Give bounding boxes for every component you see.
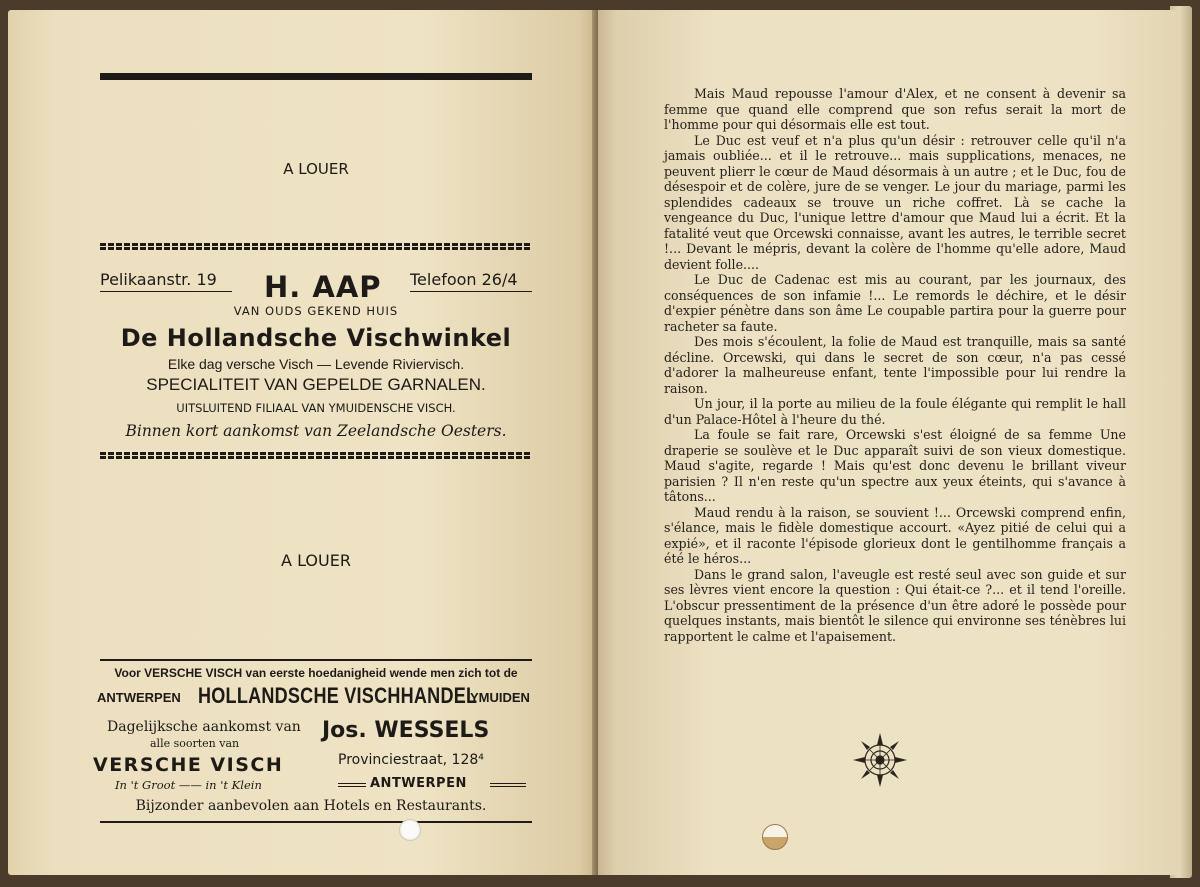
aap-address: Pelikaanstr. 19: [100, 270, 217, 289]
dotted-rule-top: [100, 243, 532, 250]
city-left: ANTWERPEN: [97, 690, 181, 705]
paragraph: La foule se fait rare, Orcewski s'est éloigné de sa femme Une draperie se soulève et le Duc apparaît suivi de son vieux domestique. Maud s'agite, regarde ! Mais qu'est donc devenu le brillant viveur parisien ? Il n'en reste qu'un spectre aux yeux éteints, qui s'avance à tâtons...: [664, 427, 1126, 504]
paragraph: Le Duc est veuf et n'a plus qu'un désir : retrouver celle qu'il n'a jamais oubliée... et il le retrouve... mais supplications, menaces, ne peuvent plierr le cœur de Maud désormais à un autre ; et le Duc, fou de désespoir et de colère, jure de se venger. Le jour du mariage, parmi les splendides cadeaux se trouve un riche coffret. Là se cache la vengeance du Duc, l'unique lettre d'amour que Maud lui a écrit. Et la fatalité veut que Orcewski connaisse, avant les autres, le terrible secret !... Devant le mépris, devant la colère de l'homme qu'elle adore, Maud devient folle....: [664, 132, 1126, 272]
story-text: [664, 86, 1126, 644]
aap-shop-name: De Hollandsche Vischwinkel: [120, 324, 512, 352]
daily-arrival: Dagelijksche aankomst van: [107, 719, 301, 735]
ad-space-1: A LOUER: [283, 160, 349, 178]
all-kinds: alle soorten van: [150, 737, 240, 750]
recommendation: Bijzonder aanbevolen aan Hotels en Restaurants.: [135, 798, 487, 814]
top-rule: [100, 73, 532, 80]
aap-line-2: SPECIALITEIT VAN GEPELDE GARNALEN.: [146, 375, 486, 394]
paragraph: Mais Maud repousse l'amour d'Alex, et ne consent à devenir sa femme que quand elle comprend que son refus serait la mort de l'homme pour qui désormais elle est tout.: [664, 86, 1126, 132]
wessels-city: ANTWERPEN: [370, 776, 467, 791]
left-page: [8, 10, 596, 875]
ad-space-2: A LOUER: [281, 551, 351, 570]
punch-hole-right: [762, 824, 788, 850]
city-rule-right-a: [490, 783, 526, 784]
city-rule-left-b: [338, 786, 366, 787]
aap-line-3: UITSLUITEND FILIAAL VAN YMUIDENSCHE VISCH.: [176, 401, 456, 415]
city-rule-right-b: [490, 786, 526, 787]
aap-phone: Telefoon 26/4: [410, 270, 518, 289]
paragraph: Dans le grand salon, l'aveugle est resté seul avec son guide et sur ses lèvres vient encore la question : Qui était-ce ?... et il tend l'oreille. L'obscur pressentiment de la présence d'un être adoré le possède pour quelques instants, mais bientôt le silence qui environne ses ténèbres lui rapportent le calme et l'apaisement.: [664, 566, 1126, 644]
wessels-top-rule: [100, 659, 532, 661]
paragraph: Maud rendu à la raison, se souvient !... Orcewski comprend enfin, s'élance, mais le fidèle domestique accourt. «Ayez pitié de celui qui a expié», et il raconte l'épisode glorieux dont le gentilhomme français a été le héros...: [664, 504, 1126, 566]
aap-line-1: Elke dag versche Visch — Levende Riviervisch.: [167, 356, 465, 372]
street-address: Provinciestraat, 128⁴: [338, 752, 484, 768]
product-name: VERSCHE VISCH: [93, 754, 284, 776]
dotted-rule-bottom: [100, 452, 532, 459]
aap-line-4: Binnen kort aankomst van Zeelandsche Oesters.: [125, 422, 507, 440]
compass-ornament-icon: [852, 732, 908, 788]
owner-name: Jos. WESSELS: [322, 718, 490, 743]
address-underline: [100, 291, 232, 292]
city-right: YMUIDEN: [470, 690, 530, 705]
punch-hole-left: [399, 819, 421, 841]
paragraph: Des mois s'écoulent, la folie de Maud est tranquille, mais sa santé décline. Orcewski, qui dans le secret de son cœur, n'a pas cessé d'adorer la malheureuse enfant, tente l'impossible pour lui rendre la raison.: [664, 334, 1126, 396]
phone-underline: [410, 291, 532, 292]
city-rule-left-a: [338, 783, 366, 784]
aap-name: H. AAP: [264, 270, 382, 304]
wessels-bottom-rule: [100, 821, 532, 823]
company-name: HOLLANDSCHE VISCHHANDEL: [198, 683, 478, 708]
paragraph: Le Duc de Cadenac est mis au courant, par les journaux, des conséquences de son infamie !... Le remords le déchire, et le désir d'expier pénètre dans son âme Le coupable partira pour la guerre pour racheter sa faute.: [664, 272, 1126, 334]
paragraph: Un jour, il la porte au milieu de la foule élégante qui remplit le hall d'un Palace-Hôtel à l'heure du thé.: [664, 396, 1126, 427]
wessels-intro: Voor VERSCHE VISCH van eerste hoedanigheid wende men zich tot de: [114, 666, 518, 680]
aap-tagline: VAN OUDS GEKEND HUIS: [233, 304, 399, 318]
wholesale-retail: In 't Groot —— in 't Klein: [115, 778, 262, 792]
